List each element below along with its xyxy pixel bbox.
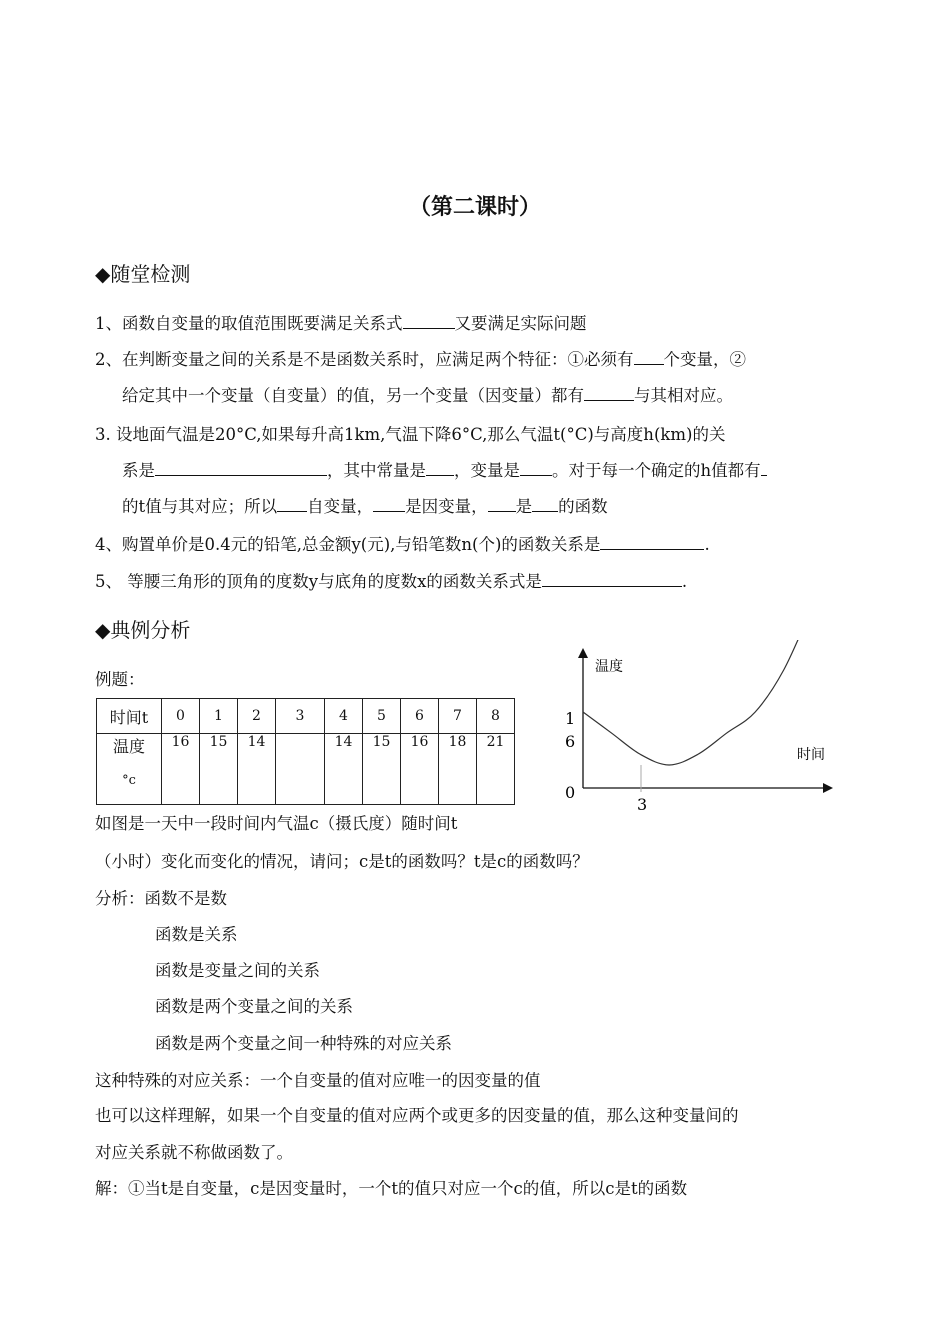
table-cell: 15 bbox=[200, 734, 238, 805]
temperature-unit: °c bbox=[122, 773, 136, 788]
q2-blank-2[interactable] bbox=[584, 384, 634, 401]
table-cell: 0 bbox=[162, 699, 200, 734]
y-axis-arrow bbox=[578, 648, 588, 658]
table-row-temperature bbox=[97, 734, 515, 805]
question-2-line-1 bbox=[95, 346, 746, 370]
table-cell: 16 bbox=[401, 734, 439, 805]
x-axis-label: 时间 bbox=[797, 747, 825, 763]
table-cell: 5 bbox=[363, 699, 401, 734]
table-cell: 4 bbox=[325, 699, 363, 734]
body-paragraph: 函数是两个变量之间一种特殊的对应关系 bbox=[155, 1034, 452, 1053]
q4-text-b: . bbox=[704, 535, 710, 554]
q2-text-b: 个变量，② bbox=[663, 350, 746, 369]
q3-blank-relation[interactable] bbox=[155, 459, 327, 476]
table-cell: 14 bbox=[325, 734, 363, 805]
x-axis-arrow bbox=[823, 783, 833, 793]
x-tick-label: 3 bbox=[637, 795, 648, 814]
table-cell bbox=[276, 734, 325, 805]
section-heading-quiz: ◆随堂检测 bbox=[95, 262, 191, 286]
table-cell: 3 bbox=[276, 699, 325, 734]
table-cell: 15 bbox=[363, 734, 401, 805]
table-header-temperature bbox=[97, 734, 162, 805]
q3-blank-independent[interactable] bbox=[277, 495, 307, 512]
q3-text-j: 的函数 bbox=[558, 497, 608, 516]
q3-blank-dependent[interactable] bbox=[373, 495, 405, 512]
q5-blank[interactable] bbox=[542, 570, 682, 587]
q3-text-d: ，变量是 bbox=[454, 461, 520, 480]
q3-blank-variable[interactable] bbox=[520, 459, 552, 476]
table-cell: 8 bbox=[477, 699, 515, 734]
q3-text-g: 自变量， bbox=[307, 497, 374, 516]
table-cell: 21 bbox=[477, 734, 515, 805]
question-1 bbox=[95, 310, 587, 334]
q4-blank[interactable] bbox=[600, 533, 704, 550]
y-tick-label: 6 bbox=[565, 732, 576, 751]
q5-text-a: 5、 等腰三角形的顶角的度数y与底角的度数x的函数关系式是 bbox=[95, 572, 542, 591]
q3-text-b: 系是 bbox=[122, 461, 155, 480]
question-3-line-3 bbox=[122, 493, 608, 517]
q3-blank-unique[interactable] bbox=[761, 459, 767, 476]
body-paragraph: 如图是一天中一段时间内气温c（摄氏度）随时间t bbox=[95, 814, 458, 833]
question-3-line-1: 3. 设地面气温是20°C,如果每升高1km,气温下降6°C,那么气温t(°C)与高度h(km)的关 bbox=[95, 425, 726, 444]
q1-text-a: 1、函数自变量的取值范围既要满足关系式 bbox=[95, 314, 403, 333]
q1-text-b: 又要满足实际问题 bbox=[454, 314, 587, 333]
body-paragraph: （小时）变化而变化的情况，请问；c是t的函数吗？t是c的函数吗？ bbox=[95, 852, 589, 871]
table-cell: 14 bbox=[238, 734, 276, 805]
table-cell: 18 bbox=[439, 734, 477, 805]
q3-text-c: ，其中常量是 bbox=[327, 461, 426, 480]
origin-label: 0 bbox=[565, 783, 576, 802]
example-label: 例题： bbox=[95, 670, 145, 689]
table-cell: 1 bbox=[200, 699, 238, 734]
section-heading-examples: ◆典例分析 bbox=[95, 618, 191, 642]
body-paragraph: 函数是关系 bbox=[155, 925, 238, 944]
question-2-line-2 bbox=[122, 382, 733, 406]
table-cell: 7 bbox=[439, 699, 477, 734]
q4-text-a: 4、购置单价是0.4元的铅笔,总金额y(元),与铅笔数n(个)的函数关系是 bbox=[95, 535, 601, 554]
body-paragraph: 分析：函数不是数 bbox=[95, 889, 227, 908]
table-cell: 16 bbox=[162, 734, 200, 805]
table-cell: 2 bbox=[238, 699, 276, 734]
body-paragraph: 函数是变量之间的关系 bbox=[155, 961, 320, 980]
table-row-time bbox=[97, 699, 515, 734]
q2-blank-1[interactable] bbox=[634, 348, 664, 365]
q3-blank-func-y[interactable] bbox=[488, 495, 516, 512]
table-header-time: 时间t bbox=[97, 699, 162, 734]
q3-text-f: 的t值与其对应；所以 bbox=[122, 497, 278, 516]
question-3-line-2 bbox=[122, 457, 767, 481]
body-paragraph: 这种特殊的对应关系：一个自变量的值对应唯一的因变量的值 bbox=[95, 1071, 541, 1090]
q2-text-d: 与其相对应。 bbox=[634, 386, 733, 405]
question-5 bbox=[95, 568, 687, 592]
temperature-label: 温度 bbox=[112, 737, 145, 756]
question-4 bbox=[95, 531, 710, 555]
q5-text-b: . bbox=[681, 572, 688, 591]
page-title: （第二课时） bbox=[408, 195, 541, 220]
body-paragraph: 函数是两个变量之间的关系 bbox=[155, 997, 353, 1016]
q3-text-h: 是因变量， bbox=[405, 497, 488, 516]
q3-blank-constant[interactable] bbox=[426, 459, 454, 476]
y-axis-label: 温度 bbox=[595, 659, 623, 675]
q3-text-i: 是 bbox=[515, 497, 533, 516]
q3-blank-func-x[interactable] bbox=[532, 495, 558, 512]
q3-text-e: 。对于每一个确定的h值都有 bbox=[552, 461, 761, 480]
table-cell: 6 bbox=[401, 699, 439, 734]
body-paragraph: 对应关系就不称做函数了。 bbox=[95, 1143, 293, 1162]
body-paragraph: 也可以这样理解，如果一个自变量的值对应两个或更多的因变量的值，那么这种变量间的 bbox=[95, 1106, 739, 1125]
q1-blank[interactable] bbox=[403, 312, 455, 329]
q2-text-a: 2、在判断变量之间的关系是不是函数关系时，应满足两个特征：①必须有 bbox=[95, 350, 634, 369]
y-tick-label: 1 bbox=[565, 709, 576, 728]
temperature-chart bbox=[555, 640, 845, 820]
q2-text-c: 给定其中一个变量（自变量）的值，另一个变量（因变量）都有 bbox=[122, 386, 584, 405]
temperature-table bbox=[96, 698, 515, 805]
body-paragraph: 解：①当t是自变量，c是因变量时，一个t的值只对应一个c的值，所以c是t的函数 bbox=[95, 1179, 688, 1198]
